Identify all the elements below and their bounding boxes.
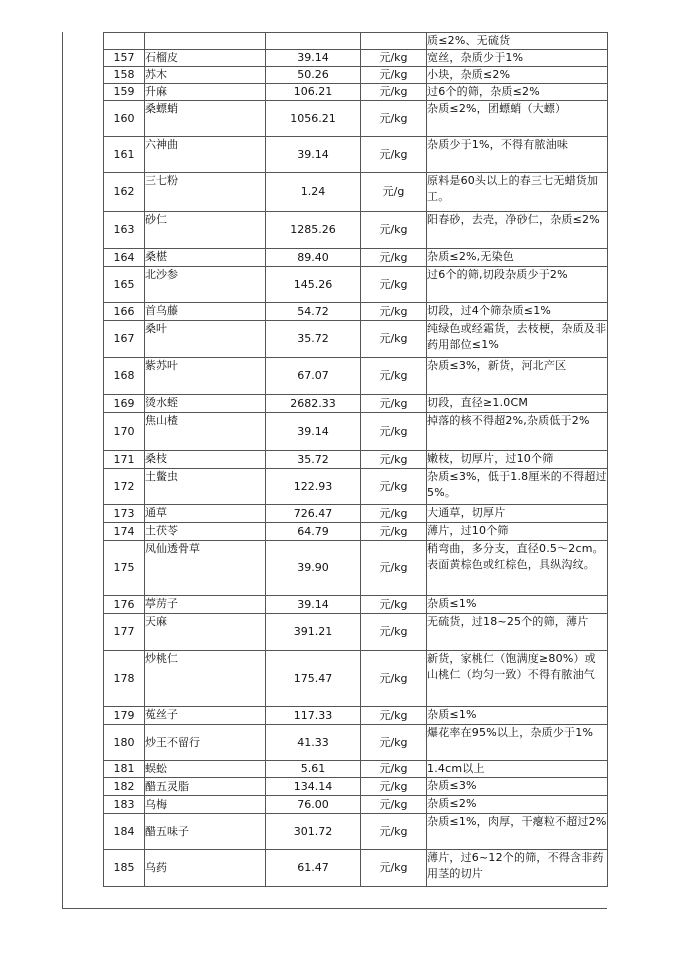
cell-unit: 元/kg <box>361 321 427 358</box>
cell-no: 162 <box>104 173 145 212</box>
cell-no: 158 <box>104 67 145 84</box>
cell-price: 39.14 <box>266 596 361 614</box>
cell-no: 183 <box>104 796 145 814</box>
cell-unit: 元/kg <box>361 596 427 614</box>
cell-no: 166 <box>104 303 145 321</box>
cell-no: 171 <box>104 451 145 469</box>
table-row <box>104 137 608 173</box>
cell-price: 134.14 <box>266 778 361 796</box>
outer-bottom-border <box>62 908 607 909</box>
cell-note: 稍弯曲，多分支，直径0.5～2cm。表面黄棕色或红棕色，具纵沟纹。 <box>427 541 608 596</box>
table-row <box>104 850 608 887</box>
table-body <box>104 33 608 887</box>
cell-no: 165 <box>104 267 145 303</box>
cell-note: 新货，家桃仁（饱满度≥80%）或山桃仁（均匀一致）不得有脓油气 <box>427 651 608 707</box>
cell-name: 三七粉 <box>145 173 266 212</box>
cell-note: 原料是60头以上的春三七无蜡货加工。 <box>427 173 608 212</box>
cell-unit: 元/kg <box>361 303 427 321</box>
cell-name: 北沙参 <box>145 267 266 303</box>
cell-price: 726.47 <box>266 505 361 523</box>
cell-no: 164 <box>104 249 145 267</box>
cell-name: 天麻 <box>145 614 266 651</box>
cell-price: 122.93 <box>266 469 361 505</box>
cell-price: 1285.26 <box>266 212 361 249</box>
table-row <box>104 651 608 707</box>
cell-name: 桑椹 <box>145 249 266 267</box>
cell-price: 39.90 <box>266 541 361 596</box>
cell-note: 阳春砂，去壳，净砂仁，杂质≤2% <box>427 212 608 249</box>
cell-name <box>145 33 266 50</box>
cell-name: 乌药 <box>145 850 266 887</box>
cell-unit: 元/kg <box>361 523 427 541</box>
cell-unit: 元/kg <box>361 413 427 451</box>
cell-name: 桑螵蛸 <box>145 101 266 137</box>
table-row <box>104 707 608 725</box>
cell-note: 无硫货，过18~25个的筛，薄片 <box>427 614 608 651</box>
cell-price: 39.14 <box>266 50 361 67</box>
cell-name: 石榴皮 <box>145 50 266 67</box>
cell-no: 175 <box>104 541 145 596</box>
cell-note: 小块，杂质≤2% <box>427 67 608 84</box>
table-row <box>104 249 608 267</box>
cell-no: 181 <box>104 761 145 778</box>
table-row <box>104 614 608 651</box>
cell-unit: 元/kg <box>361 707 427 725</box>
cell-unit: 元/kg <box>361 50 427 67</box>
cell-no: 170 <box>104 413 145 451</box>
cell-price: 2682.33 <box>266 395 361 413</box>
cell-price: 117.33 <box>266 707 361 725</box>
cell-unit: 元/kg <box>361 850 427 887</box>
cell-unit: 元/kg <box>361 725 427 761</box>
cell-no: 157 <box>104 50 145 67</box>
cell-name: 醋五灵脂 <box>145 778 266 796</box>
table-row <box>104 303 608 321</box>
cell-note: 杂质≤3%，新货，河北产区 <box>427 358 608 395</box>
cell-note: 杂质≤1%，肉厚，干瘪粒不超过2% <box>427 814 608 850</box>
cell-name: 乌梅 <box>145 796 266 814</box>
cell-name: 砂仁 <box>145 212 266 249</box>
cell-note: 薄片，过10个筛 <box>427 523 608 541</box>
cell-price: 175.47 <box>266 651 361 707</box>
table-row <box>104 84 608 101</box>
cell-price: 106.21 <box>266 84 361 101</box>
cell-name: 通草 <box>145 505 266 523</box>
cell-unit: 元/kg <box>361 84 427 101</box>
cell-note: 质≤2%、无硫货 <box>427 33 608 50</box>
cell-unit <box>361 33 427 50</box>
cell-unit: 元/kg <box>361 358 427 395</box>
table-row <box>104 761 608 778</box>
cell-no: 184 <box>104 814 145 850</box>
cell-unit: 元/kg <box>361 541 427 596</box>
table-row <box>104 413 608 451</box>
cell-unit: 元/kg <box>361 761 427 778</box>
cell-name: 桑叶 <box>145 321 266 358</box>
table-row <box>104 451 608 469</box>
cell-name: 苏木 <box>145 67 266 84</box>
cell-note: 过6个的筛，杂质≤2% <box>427 84 608 101</box>
table-row <box>104 505 608 523</box>
cell-price: 5.61 <box>266 761 361 778</box>
cell-no: 161 <box>104 137 145 173</box>
table-row <box>104 67 608 84</box>
cell-unit: 元/kg <box>361 451 427 469</box>
cell-no: 172 <box>104 469 145 505</box>
cell-price: 35.72 <box>266 451 361 469</box>
cell-unit: 元/kg <box>361 212 427 249</box>
cell-name: 炒桃仁 <box>145 651 266 707</box>
cell-unit: 元/g <box>361 173 427 212</box>
cell-price: 67.07 <box>266 358 361 395</box>
table-row <box>104 358 608 395</box>
cell-unit: 元/kg <box>361 249 427 267</box>
cell-note: 嫩枝，切厚片，过10个筛 <box>427 451 608 469</box>
table-row-continuation <box>104 33 608 50</box>
table-row <box>104 596 608 614</box>
cell-price: 1.24 <box>266 173 361 212</box>
table-row <box>104 523 608 541</box>
cell-no: 159 <box>104 84 145 101</box>
cell-note: 1.4cm以上 <box>427 761 608 778</box>
table-row <box>104 541 608 596</box>
cell-price: 89.40 <box>266 249 361 267</box>
table-row <box>104 469 608 505</box>
cell-unit: 元/kg <box>361 67 427 84</box>
cell-price: 61.47 <box>266 850 361 887</box>
cell-no: 182 <box>104 778 145 796</box>
cell-no: 180 <box>104 725 145 761</box>
cell-price <box>266 33 361 50</box>
cell-price: 39.14 <box>266 137 361 173</box>
cell-name: 紫苏叶 <box>145 358 266 395</box>
cell-unit: 元/kg <box>361 267 427 303</box>
herb-price-table <box>103 32 608 887</box>
cell-name: 桑枝 <box>145 451 266 469</box>
cell-unit: 元/kg <box>361 651 427 707</box>
cell-note: 爆花率在95%以上，杂质少于1% <box>427 725 608 761</box>
cell-price: 64.79 <box>266 523 361 541</box>
cell-no <box>104 33 145 50</box>
cell-price: 391.21 <box>266 614 361 651</box>
cell-note: 杂质≤2%，团螵蛸（大螵） <box>427 101 608 137</box>
cell-name: 焦山楂 <box>145 413 266 451</box>
cell-unit: 元/kg <box>361 796 427 814</box>
cell-note: 切段，过4个筛杂质≤1% <box>427 303 608 321</box>
cell-unit: 元/kg <box>361 137 427 173</box>
cell-no: 176 <box>104 596 145 614</box>
table-row <box>104 321 608 358</box>
cell-name: 炒王不留行 <box>145 725 266 761</box>
cell-no: 177 <box>104 614 145 651</box>
cell-no: 178 <box>104 651 145 707</box>
table-row <box>104 796 608 814</box>
cell-price: 35.72 <box>266 321 361 358</box>
cell-name: 凤仙透骨草 <box>145 541 266 596</box>
cell-unit: 元/kg <box>361 778 427 796</box>
cell-price: 301.72 <box>266 814 361 850</box>
cell-price: 41.33 <box>266 725 361 761</box>
cell-no: 168 <box>104 358 145 395</box>
cell-no: 169 <box>104 395 145 413</box>
cell-note: 杂质≤3% <box>427 778 608 796</box>
cell-name: 醋五味子 <box>145 814 266 850</box>
cell-note: 薄片，过6~12个的筛，不得含非药用茎的切片 <box>427 850 608 887</box>
table-row <box>104 50 608 67</box>
cell-note: 切段，直径≥1.0CM <box>427 395 608 413</box>
outer-left-border <box>62 32 63 908</box>
cell-no: 179 <box>104 707 145 725</box>
cell-price: 145.26 <box>266 267 361 303</box>
table-row <box>104 267 608 303</box>
cell-note: 杂质≤1% <box>427 596 608 614</box>
cell-note: 杂质少于1%，不得有脓油味 <box>427 137 608 173</box>
cell-no: 167 <box>104 321 145 358</box>
cell-unit: 元/kg <box>361 395 427 413</box>
table-row <box>104 395 608 413</box>
cell-note: 过6个的筛,切段杂质少于2% <box>427 267 608 303</box>
cell-name: 葶苈子 <box>145 596 266 614</box>
cell-note: 掉落的核不得超2%,杂质低于2% <box>427 413 608 451</box>
cell-note: 大通草，切厚片 <box>427 505 608 523</box>
cell-name: 菟丝子 <box>145 707 266 725</box>
cell-name: 升麻 <box>145 84 266 101</box>
cell-name: 烫水蛭 <box>145 395 266 413</box>
cell-no: 163 <box>104 212 145 249</box>
cell-no: 174 <box>104 523 145 541</box>
cell-note: 纯绿色或经霜货，去枝梗，杂质及非药用部位≤1% <box>427 321 608 358</box>
cell-no: 160 <box>104 101 145 137</box>
cell-price: 1056.21 <box>266 101 361 137</box>
table-row <box>104 814 608 850</box>
cell-unit: 元/kg <box>361 814 427 850</box>
cell-unit: 元/kg <box>361 101 427 137</box>
cell-name: 蜈蚣 <box>145 761 266 778</box>
cell-name: 土鳖虫 <box>145 469 266 505</box>
table-row <box>104 725 608 761</box>
cell-price: 54.72 <box>266 303 361 321</box>
cell-note: 杂质≤1% <box>427 707 608 725</box>
cell-price: 39.14 <box>266 413 361 451</box>
table-row <box>104 101 608 137</box>
cell-no: 173 <box>104 505 145 523</box>
cell-unit: 元/kg <box>361 469 427 505</box>
cell-name: 土茯苓 <box>145 523 266 541</box>
cell-price: 50.26 <box>266 67 361 84</box>
cell-price: 76.00 <box>266 796 361 814</box>
cell-note: 杂质≤2% <box>427 796 608 814</box>
cell-note: 宽丝，杂质少于1% <box>427 50 608 67</box>
cell-unit: 元/kg <box>361 505 427 523</box>
table-row <box>104 212 608 249</box>
table-row <box>104 778 608 796</box>
cell-no: 185 <box>104 850 145 887</box>
cell-name: 首乌藤 <box>145 303 266 321</box>
cell-note: 杂质≤2%,无染色 <box>427 249 608 267</box>
cell-unit: 元/kg <box>361 614 427 651</box>
cell-name: 六神曲 <box>145 137 266 173</box>
table-row <box>104 173 608 212</box>
cell-note: 杂质≤3%，低于1.8厘米的不得超过5%。 <box>427 469 608 505</box>
